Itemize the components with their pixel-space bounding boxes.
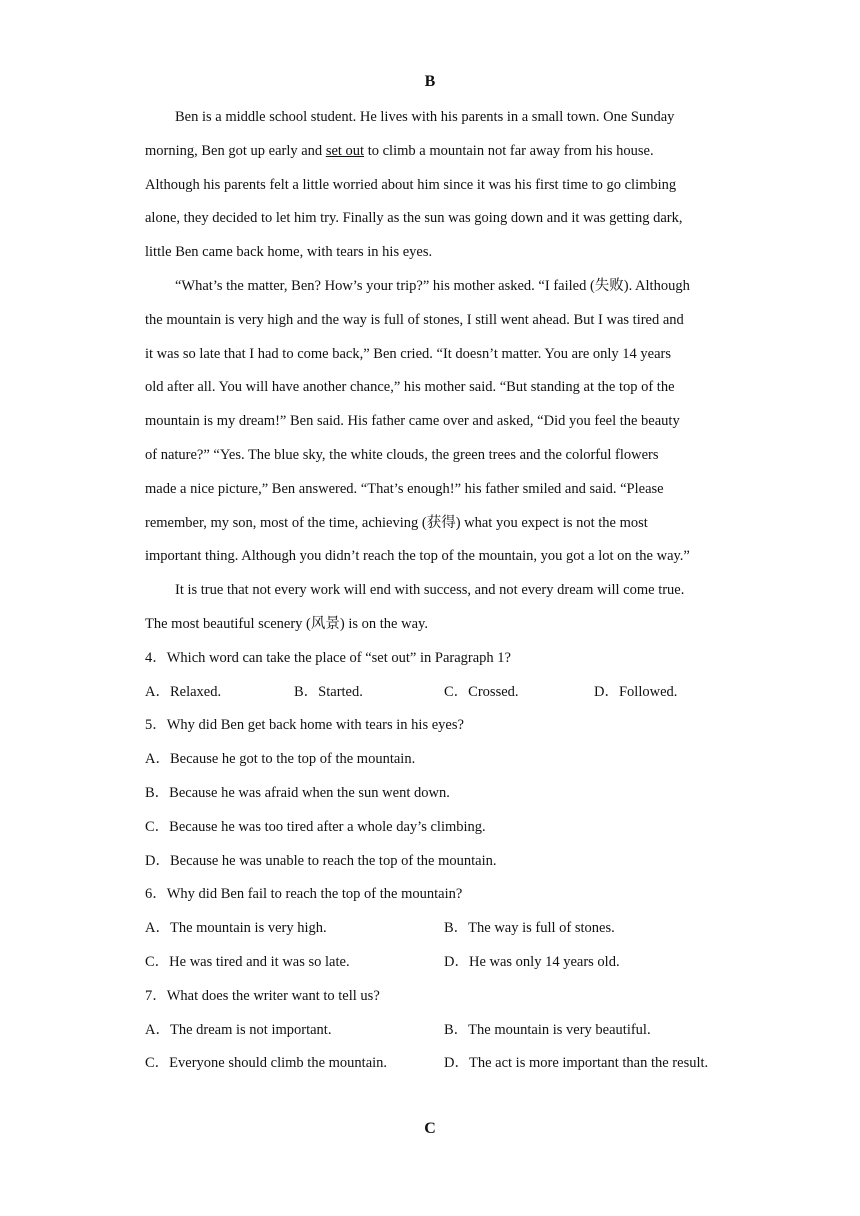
text-span: to climb a mountain not far away from his house. xyxy=(364,143,654,159)
section-b-heading: B xyxy=(424,73,436,90)
option-b: B．The mountain is very beautiful. xyxy=(444,1022,651,1038)
question-stem: 6．Why did Ben fail to reach the top of the mountain? xyxy=(145,886,463,902)
option-d: D．Followed. xyxy=(594,684,678,700)
option-c: C．Because he was too tired after a whole day’s climbing. xyxy=(145,819,486,835)
passage-line: mountain is my dream!” Ben said. His father came over and asked, “Did you feel the beauty xyxy=(145,413,680,429)
option-b: B．Started. xyxy=(294,684,363,700)
question-stem: 5．Why did Ben get back home with tears in his eyes? xyxy=(145,717,464,733)
passage-line: “What’s the matter, Ben? How’s your trip?” his mother asked. “I failed (失败). Although xyxy=(175,278,690,294)
passage-line: little Ben came back home, with tears in his eyes. xyxy=(145,244,433,260)
passage-line: Although his parents felt a little worried about him since it was his first time to go climbing xyxy=(145,177,677,193)
option-d: D．He was only 14 years old. xyxy=(444,954,620,970)
passage-line: Ben is a middle school student. He lives with his parents in a small town. One Sunday xyxy=(175,109,675,125)
passage-line: it was so late that I had to come back,” Ben cried. “It doesn’t matter. You are only 14 years xyxy=(145,346,672,362)
option-d: D．The act is more important than the result. xyxy=(444,1055,709,1071)
option-b: B．Because he was afraid when the sun went down. xyxy=(145,785,450,801)
passage-line: important thing. Although you didn’t reach the top of the mountain, you got a lot on the way.” xyxy=(145,548,690,564)
option-c: C．Everyone should climb the mountain. xyxy=(145,1055,388,1071)
passage-line: made a nice picture,” Ben answered. “That’s enough!” his father smiled and said. “Please xyxy=(145,481,664,497)
option-c: C．He was tired and it was so late. xyxy=(145,954,350,970)
section-c-heading: C xyxy=(424,1120,436,1137)
question-stem: 7．What does the writer want to tell us? xyxy=(145,988,380,1004)
passage-line: It is true that not every work will end with success, and not every dream will come true. xyxy=(175,582,685,598)
text-span: morning, Ben got up early and xyxy=(145,143,326,159)
option-a: A．The mountain is very high. xyxy=(145,920,327,936)
passage-line: the mountain is very high and the way is full of stones, I still went ahead. But I was tired and xyxy=(145,312,684,328)
question-stem: 4．Which word can take the place of “set out” in Paragraph 1? xyxy=(145,650,511,666)
option-a: A．Relaxed. xyxy=(145,684,222,700)
option-d: D．Because he was unable to reach the top of the mountain. xyxy=(145,853,497,869)
option-a: A．The dream is not important. xyxy=(145,1022,332,1038)
passage-line: remember, my son, most of the time, achieving (获得) what you expect is not the most xyxy=(145,515,648,531)
passage-line: old after all. You will have another chance,” his mother said. “But standing at the top of the xyxy=(145,379,675,395)
passage-line xyxy=(145,142,654,160)
option-a: A．Because he got to the top of the mountain. xyxy=(145,751,416,767)
passage-line: The most beautiful scenery (风景) is on the way. xyxy=(145,616,428,632)
passage-line: alone, they decided to let him try. Finally as the sun was going down and it was getting dark, xyxy=(145,210,683,226)
option-c: C．Crossed. xyxy=(444,684,519,700)
underlined-phrase: set out xyxy=(325,143,365,159)
passage-line: of nature?” “Yes. The blue sky, the white clouds, the green trees and the colorful flowers xyxy=(145,447,659,463)
option-b: B．The way is full of stones. xyxy=(444,920,615,936)
